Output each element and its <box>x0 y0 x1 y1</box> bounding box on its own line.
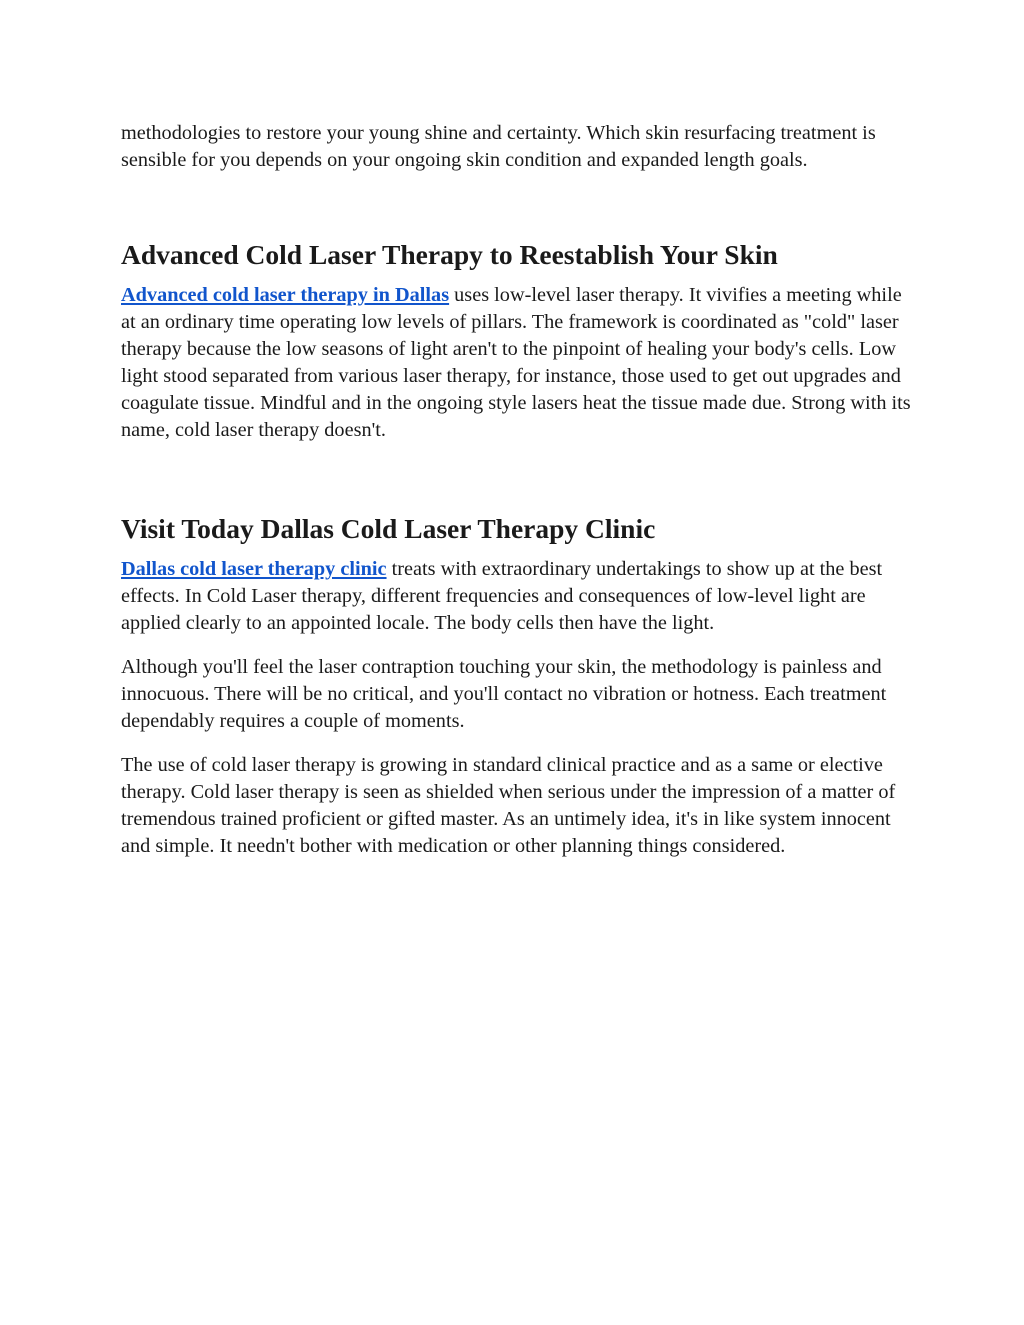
section-heading-advanced-cold-laser: Advanced Cold Laser Therapy to Reestablish Your Skin <box>121 239 778 270</box>
section1-body-text: uses low-level laser therapy. It vivifies a meeting while at an ordinary time operating low levels of pillars. The framework is coordinated as "cold" laser therapy because the low seasons of light aren't to the pinpoint of healing your body's cells. Low light stood separated from various laser therapy, for instance, those used to get out upgrades and coagulate tissue. Mindful and in the ongoing style lasers heat the tissue made due. Strong with its name, cold laser therapy doesn't. <box>121 284 911 441</box>
section-heading-visit-clinic: Visit Today Dallas Cold Laser Therapy Clinic <box>121 513 656 544</box>
section2-body-text: treats with extraordinary undertakings to show up at the best effects. In Cold Laser therapy, different frequencies and consequences of low-level light are applied clearly to an appointed locale. The body cells then have the light. <box>121 558 883 634</box>
section1-paragraph <box>121 282 911 444</box>
dallas-clinic-link[interactable]: Dallas cold laser therapy clinic <box>121 558 387 580</box>
section2-paragraph-1 <box>121 556 911 637</box>
section2-paragraph-2: Although you'll feel the laser contraption touching your skin, the methodology is painless and innocuous. There will be no critical, and you'll contact no vibration or hotness. Each treatment dependably requires a couple of moments. <box>121 656 887 732</box>
document-page <box>121 120 911 860</box>
advanced-cold-laser-link[interactable]: Advanced cold laser therapy in Dallas <box>121 284 450 306</box>
intro-paragraph: methodologies to restore your young shine and certainty. Which skin resurfacing treatment is sensible for you depends on your ongoing skin condition and expanded length goals. <box>121 122 876 171</box>
section2-paragraph-3: The use of cold laser therapy is growing in standard clinical practice and as a same or elective therapy. Cold laser therapy is seen as shielded when serious under the impression of a matter of tremendous trained proficient or gifted master. As an untimely idea, it's in like system innocent and simple. It needn't bother with medication or other planning things considered. <box>121 754 896 857</box>
